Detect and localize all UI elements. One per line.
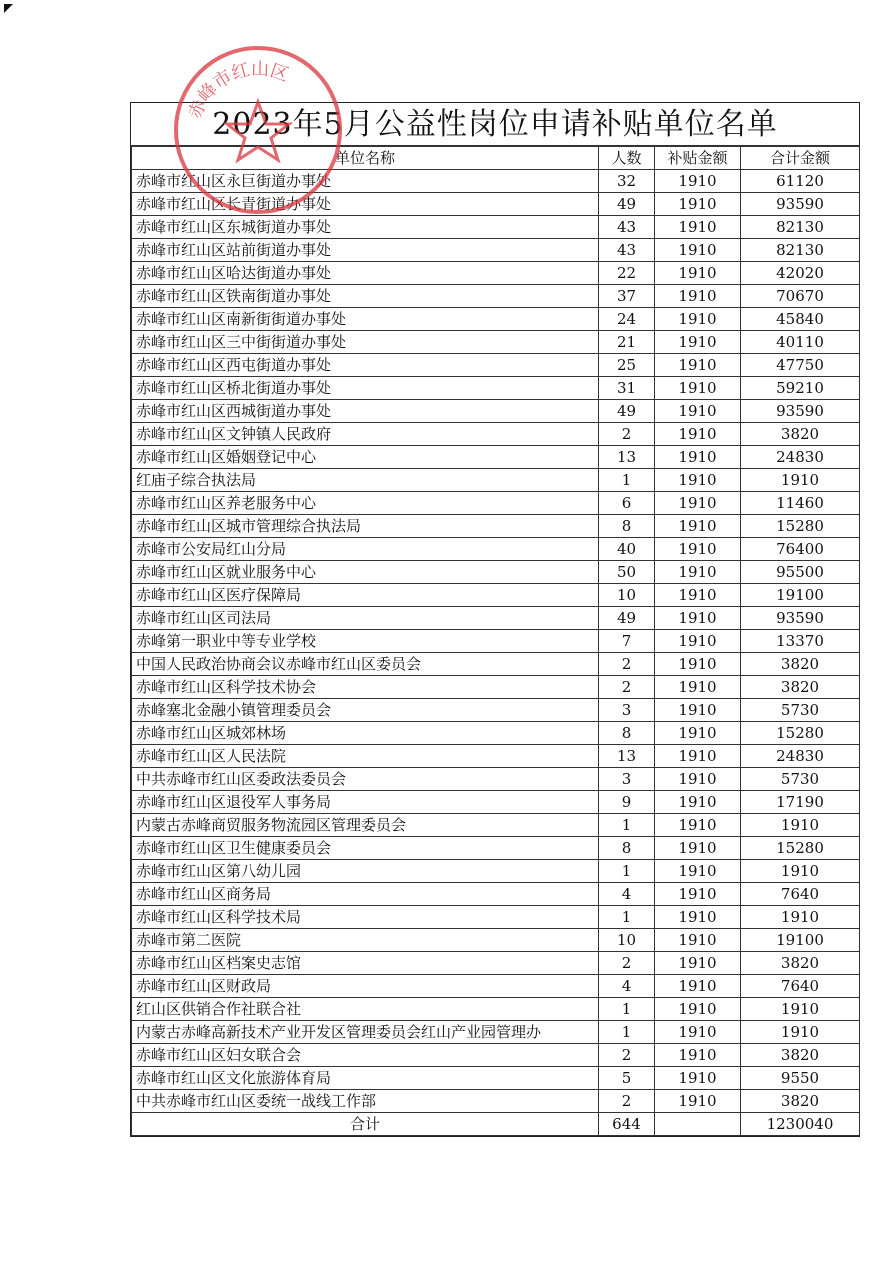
total-amount: 1230040	[741, 1113, 860, 1136]
cell-unit-name: 赤峰市公安局红山分局	[132, 538, 599, 561]
cell-count: 7	[599, 630, 655, 653]
table-row	[132, 331, 860, 354]
cell-subsidy: 1910	[655, 1090, 741, 1113]
cell-count: 2	[599, 676, 655, 699]
cell-unit-name: 赤峰市红山区文化旅游体育局	[132, 1067, 599, 1090]
cell-subsidy: 1910	[655, 561, 741, 584]
cell-unit-name: 赤峰市红山区婚姻登记中心	[132, 446, 599, 469]
cell-unit-name: 赤峰市红山区哈达街道办事处	[132, 262, 599, 285]
cell-count: 37	[599, 285, 655, 308]
header-subsidy: 补贴金额	[655, 147, 741, 170]
cell-unit-name: 赤峰市红山区城郊林场	[132, 722, 599, 745]
table-row	[132, 239, 860, 262]
table-row	[132, 492, 860, 515]
cell-subsidy: 1910	[655, 262, 741, 285]
cell-total: 42020	[741, 262, 860, 285]
cell-total: 3820	[741, 653, 860, 676]
cell-count: 13	[599, 446, 655, 469]
cell-count: 5	[599, 1067, 655, 1090]
cell-subsidy: 1910	[655, 400, 741, 423]
cell-count: 49	[599, 193, 655, 216]
cell-count: 1	[599, 469, 655, 492]
cell-subsidy: 1910	[655, 216, 741, 239]
table-row	[132, 446, 860, 469]
cell-count: 9	[599, 791, 655, 814]
cell-unit-name: 赤峰市红山区桥北街道办事处	[132, 377, 599, 400]
table-row	[132, 906, 860, 929]
cell-total: 61120	[741, 170, 860, 193]
cell-count: 4	[599, 883, 655, 906]
table-row	[132, 262, 860, 285]
cell-count: 13	[599, 745, 655, 768]
cell-subsidy: 1910	[655, 699, 741, 722]
cell-unit-name: 赤峰市红山区商务局	[132, 883, 599, 906]
header-total: 合计金额	[741, 147, 860, 170]
cell-unit-name: 赤峰市红山区永巨街道办事处	[132, 170, 599, 193]
cell-total: 1910	[741, 1021, 860, 1044]
cell-subsidy: 1910	[655, 929, 741, 952]
header-count: 人数	[599, 147, 655, 170]
table-row	[132, 400, 860, 423]
table-row	[132, 722, 860, 745]
cell-total: 3820	[741, 676, 860, 699]
table-row	[132, 469, 860, 492]
cell-count: 1	[599, 998, 655, 1021]
cell-total: 45840	[741, 308, 860, 331]
cell-count: 2	[599, 423, 655, 446]
table-row	[132, 768, 860, 791]
cell-subsidy: 1910	[655, 860, 741, 883]
cell-count: 31	[599, 377, 655, 400]
cell-total: 76400	[741, 538, 860, 561]
cell-subsidy: 1910	[655, 492, 741, 515]
table-row	[132, 1021, 860, 1044]
cell-total: 3820	[741, 423, 860, 446]
cell-unit-name: 赤峰市红山区就业服务中心	[132, 561, 599, 584]
cell-subsidy: 1910	[655, 975, 741, 998]
table-row	[132, 515, 860, 538]
cell-subsidy: 1910	[655, 515, 741, 538]
cell-unit-name: 内蒙古赤峰商贸服务物流园区管理委员会	[132, 814, 599, 837]
cell-unit-name: 赤峰市红山区卫生健康委员会	[132, 837, 599, 860]
cell-subsidy: 1910	[655, 446, 741, 469]
cell-subsidy: 1910	[655, 331, 741, 354]
table-row	[132, 377, 860, 400]
cell-total: 15280	[741, 722, 860, 745]
cell-subsidy: 1910	[655, 308, 741, 331]
cell-count: 10	[599, 584, 655, 607]
cell-count: 25	[599, 354, 655, 377]
table-row	[132, 975, 860, 998]
cell-total: 3820	[741, 1090, 860, 1113]
total-count: 644	[599, 1113, 655, 1136]
cell-subsidy: 1910	[655, 354, 741, 377]
cell-subsidy: 1910	[655, 906, 741, 929]
cell-total: 9550	[741, 1067, 860, 1090]
cell-unit-name: 赤峰市红山区档案史志馆	[132, 952, 599, 975]
cell-count: 4	[599, 975, 655, 998]
cell-unit-name: 中国人民政治协商会议赤峰市红山区委员会	[132, 653, 599, 676]
cell-subsidy: 1910	[655, 1067, 741, 1090]
table-header-row	[132, 147, 860, 170]
cell-total: 3820	[741, 952, 860, 975]
cell-total: 93590	[741, 193, 860, 216]
table-row	[132, 354, 860, 377]
cell-unit-name: 赤峰市红山区长青街道办事处	[132, 193, 599, 216]
table-row	[132, 791, 860, 814]
cell-total: 59210	[741, 377, 860, 400]
cell-subsidy: 1910	[655, 469, 741, 492]
table-row	[132, 814, 860, 837]
cell-total: 24830	[741, 446, 860, 469]
cell-total: 93590	[741, 607, 860, 630]
cell-subsidy: 1910	[655, 1021, 741, 1044]
cell-count: 2	[599, 653, 655, 676]
cell-subsidy: 1910	[655, 630, 741, 653]
cell-unit-name: 赤峰市红山区人民法院	[132, 745, 599, 768]
cell-unit-name: 红庙子综合执法局	[132, 469, 599, 492]
cell-unit-name: 赤峰市红山区养老服务中心	[132, 492, 599, 515]
cell-total: 15280	[741, 515, 860, 538]
table-row	[132, 699, 860, 722]
cell-unit-name: 中共赤峰市红山区委政法委员会	[132, 768, 599, 791]
cell-total: 47750	[741, 354, 860, 377]
table-row	[132, 561, 860, 584]
cell-total: 70670	[741, 285, 860, 308]
cell-subsidy: 1910	[655, 538, 741, 561]
cell-count: 3	[599, 768, 655, 791]
cell-unit-name: 赤峰市红山区文钟镇人民政府	[132, 423, 599, 446]
table-row	[132, 929, 860, 952]
cell-count: 43	[599, 239, 655, 262]
cell-subsidy: 1910	[655, 837, 741, 860]
cell-subsidy: 1910	[655, 607, 741, 630]
cell-unit-name: 赤峰塞北金融小镇管理委员会	[132, 699, 599, 722]
cell-count: 50	[599, 561, 655, 584]
table-row	[132, 193, 860, 216]
table-row	[132, 538, 860, 561]
cell-subsidy: 1910	[655, 584, 741, 607]
cell-count: 8	[599, 515, 655, 538]
cell-unit-name: 赤峰市红山区医疗保障局	[132, 584, 599, 607]
table-row	[132, 952, 860, 975]
cell-total: 3820	[741, 1044, 860, 1067]
cell-unit-name: 赤峰市红山区站前街道办事处	[132, 239, 599, 262]
cell-unit-name: 赤峰市红山区科学技术协会	[132, 676, 599, 699]
cell-subsidy: 1910	[655, 423, 741, 446]
table-row	[132, 745, 860, 768]
cell-unit-name: 赤峰市红山区三中街街道办事处	[132, 331, 599, 354]
cell-subsidy: 1910	[655, 676, 741, 699]
cell-subsidy: 1910	[655, 170, 741, 193]
cell-unit-name: 赤峰市红山区城市管理综合执法局	[132, 515, 599, 538]
total-label: 合计	[132, 1113, 599, 1136]
cell-subsidy: 1910	[655, 377, 741, 400]
cell-subsidy: 1910	[655, 285, 741, 308]
table-row	[132, 285, 860, 308]
cell-count: 3	[599, 699, 655, 722]
cell-total: 13370	[741, 630, 860, 653]
table-row	[132, 860, 860, 883]
table-row	[132, 998, 860, 1021]
cell-count: 32	[599, 170, 655, 193]
cell-count: 8	[599, 837, 655, 860]
table-row	[132, 837, 860, 860]
cell-total: 1910	[741, 860, 860, 883]
cell-total: 1910	[741, 906, 860, 929]
cell-subsidy: 1910	[655, 768, 741, 791]
cell-total: 93590	[741, 400, 860, 423]
cell-subsidy: 1910	[655, 239, 741, 262]
cell-unit-name: 赤峰市红山区西城街道办事处	[132, 400, 599, 423]
cell-total: 7640	[741, 975, 860, 998]
cell-total: 95500	[741, 561, 860, 584]
cell-subsidy: 1910	[655, 998, 741, 1021]
cell-unit-name: 中共赤峰市红山区委统一战线工作部	[132, 1090, 599, 1113]
cell-total: 17190	[741, 791, 860, 814]
cell-total: 15280	[741, 837, 860, 860]
table-row	[132, 1090, 860, 1113]
table-row	[132, 1044, 860, 1067]
cell-count: 24	[599, 308, 655, 331]
cell-total: 19100	[741, 584, 860, 607]
document-title: 2023年5月公益性岗位申请补贴单位名单	[131, 103, 859, 146]
cell-total: 1910	[741, 998, 860, 1021]
cell-count: 21	[599, 331, 655, 354]
cell-unit-name: 赤峰市红山区东城街道办事处	[132, 216, 599, 239]
cell-subsidy: 1910	[655, 193, 741, 216]
cell-unit-name: 赤峰市红山区铁南街道办事处	[132, 285, 599, 308]
table-row	[132, 883, 860, 906]
cell-count: 2	[599, 1090, 655, 1113]
scan-corner-mark	[4, 4, 13, 13]
table-row	[132, 308, 860, 331]
cell-unit-name: 赤峰市红山区财政局	[132, 975, 599, 998]
table-row	[132, 653, 860, 676]
table-row	[132, 216, 860, 239]
cell-subsidy: 1910	[655, 952, 741, 975]
cell-total: 11460	[741, 492, 860, 515]
cell-unit-name: 赤峰市红山区科学技术局	[132, 906, 599, 929]
cell-total: 40110	[741, 331, 860, 354]
cell-unit-name: 赤峰市红山区妇女联合会	[132, 1044, 599, 1067]
cell-count: 49	[599, 400, 655, 423]
cell-unit-name: 赤峰市红山区司法局	[132, 607, 599, 630]
cell-total: 5730	[741, 699, 860, 722]
cell-unit-name: 赤峰市红山区南新街街道办事处	[132, 308, 599, 331]
total-subsidy	[655, 1113, 741, 1136]
header-unit-name: 单位名称	[132, 147, 599, 170]
cell-unit-name: 红山区供销合作社联合社	[132, 998, 599, 1021]
cell-subsidy: 1910	[655, 791, 741, 814]
cell-total: 1910	[741, 814, 860, 837]
table-row	[132, 423, 860, 446]
cell-count: 6	[599, 492, 655, 515]
cell-total: 7640	[741, 883, 860, 906]
cell-unit-name: 赤峰市红山区西屯街道办事处	[132, 354, 599, 377]
cell-total: 24830	[741, 745, 860, 768]
cell-subsidy: 1910	[655, 653, 741, 676]
subsidy-table-sheet	[130, 102, 860, 1137]
table-row	[132, 630, 860, 653]
cell-total: 82130	[741, 216, 860, 239]
cell-count: 2	[599, 1044, 655, 1067]
table-total-row	[132, 1113, 860, 1136]
cell-count: 1	[599, 906, 655, 929]
cell-total: 1910	[741, 469, 860, 492]
table-row	[132, 584, 860, 607]
cell-subsidy: 1910	[655, 722, 741, 745]
table-row	[132, 676, 860, 699]
seal-text: 赤峰市红山区	[184, 58, 292, 122]
cell-unit-name: 赤峰市红山区第八幼儿园	[132, 860, 599, 883]
cell-count: 10	[599, 929, 655, 952]
cell-count: 8	[599, 722, 655, 745]
cell-subsidy: 1910	[655, 883, 741, 906]
cell-count: 2	[599, 952, 655, 975]
cell-unit-name: 赤峰市第二医院	[132, 929, 599, 952]
cell-count: 1	[599, 860, 655, 883]
table-row	[132, 1067, 860, 1090]
table-row	[132, 607, 860, 630]
cell-subsidy: 1910	[655, 1044, 741, 1067]
cell-count: 22	[599, 262, 655, 285]
cell-unit-name: 赤峰市红山区退役军人事务局	[132, 791, 599, 814]
subsidy-table	[131, 146, 860, 1136]
cell-subsidy: 1910	[655, 814, 741, 837]
cell-subsidy: 1910	[655, 745, 741, 768]
table-row	[132, 170, 860, 193]
cell-count: 1	[599, 1021, 655, 1044]
cell-total: 82130	[741, 239, 860, 262]
cell-unit-name: 内蒙古赤峰高新技术产业开发区管理委员会红山产业园管理办	[132, 1021, 599, 1044]
cell-total: 5730	[741, 768, 860, 791]
cell-count: 49	[599, 607, 655, 630]
cell-count: 40	[599, 538, 655, 561]
cell-count: 43	[599, 216, 655, 239]
cell-count: 1	[599, 814, 655, 837]
cell-unit-name: 赤峰第一职业中等专业学校	[132, 630, 599, 653]
cell-total: 19100	[741, 929, 860, 952]
